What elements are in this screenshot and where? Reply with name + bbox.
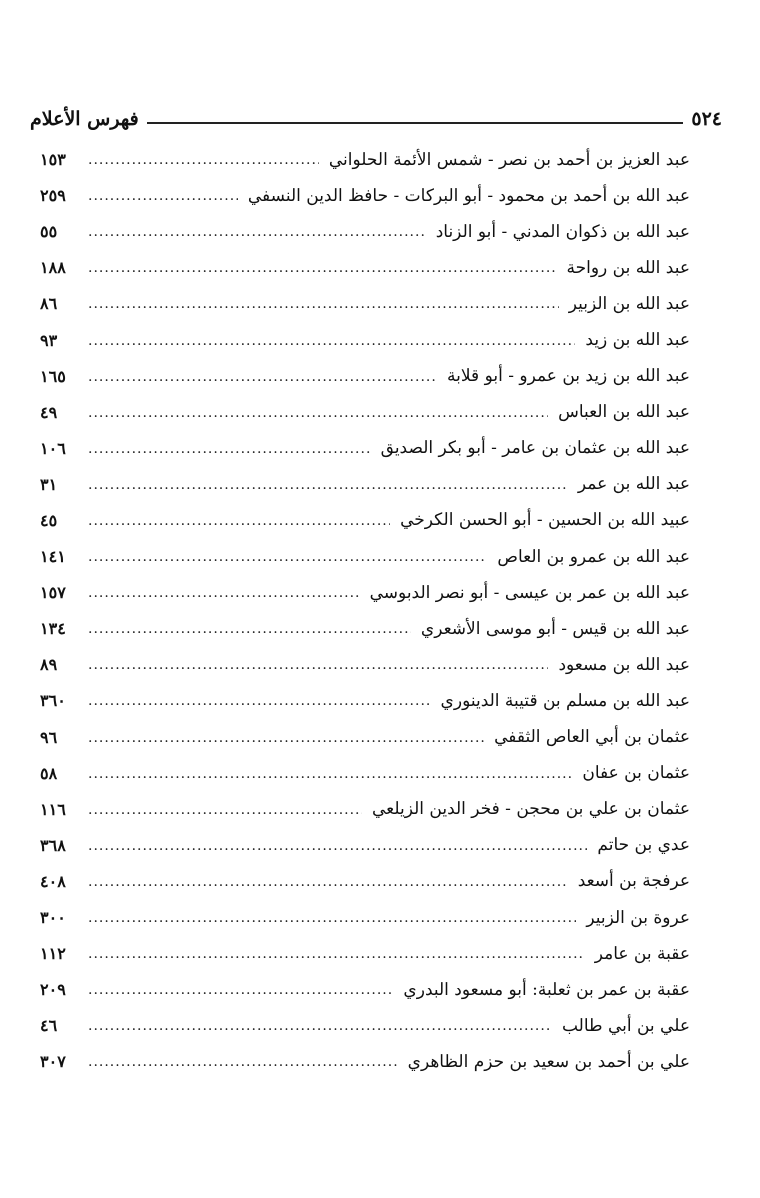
dot-leader (88, 153, 319, 167)
dot-leader (88, 694, 431, 708)
dot-leader (88, 225, 426, 239)
index-entry (40, 611, 690, 647)
entry-name: عبد الله بن رواحة (566, 257, 690, 278)
entry-page-number: ٨٦ (40, 294, 58, 314)
entry-page-number: ٤٦ (40, 1016, 58, 1036)
entry-page-number: ١٠٦ (40, 438, 66, 458)
index-entry (40, 864, 690, 900)
index-entry (40, 828, 690, 864)
dot-leader (88, 370, 437, 384)
entry-page-number: ٣٠٠ (40, 908, 66, 928)
entry-page-number: ١٣٤ (40, 619, 66, 639)
entry-name: عرفجة بن أسعد (577, 871, 690, 892)
index-entry (40, 322, 690, 358)
index-entry (40, 756, 690, 792)
dot-leader (88, 658, 548, 672)
index-entry (40, 647, 690, 683)
entry-name: عبيد الله بن الحسين - أبو الحسن الكرخي (400, 510, 690, 531)
entry-name: عبد الله بن عمرو بن العاص (497, 546, 690, 567)
entry-name: عبد الله بن عمر بن عيسى - أبو نصر الدبوسي (369, 582, 690, 603)
dot-leader (88, 1055, 398, 1069)
index-entry (40, 683, 690, 719)
index-entry (40, 1008, 690, 1044)
dot-leader (88, 189, 238, 203)
dot-leader (88, 297, 559, 311)
index-entry (40, 900, 690, 936)
entry-page-number: ٣١ (40, 474, 58, 494)
entry-name: عبد الله بن مسعود (558, 654, 690, 675)
dot-leader (88, 875, 568, 889)
entry-name: عبد الله بن العباس (558, 402, 690, 423)
dot-leader (88, 261, 557, 275)
entry-page-number: ١٥٣ (40, 150, 66, 170)
entry-name: عبد الله بن مسلم بن قتيبة الدينوري (440, 690, 690, 711)
entry-page-number: ٥٥ (40, 222, 58, 242)
entry-name: عبد الله بن زيد (585, 330, 690, 351)
entry-page-number: ٨٩ (40, 655, 58, 675)
entry-page-number: ٤٠٨ (40, 871, 66, 891)
dot-leader (88, 478, 568, 492)
index-entry (40, 214, 690, 250)
entry-name: عبد الله بن قيس - أبو موسى الأشعري (420, 618, 690, 639)
index-entry (40, 972, 690, 1008)
entry-name: عثمان بن أبي العاص الثقفي (494, 727, 690, 748)
dot-leader (88, 550, 487, 564)
entry-name: عبد الله بن أحمد بن محمود - أبو البركات - حافظ الدين النسفي (247, 185, 690, 206)
dot-leader (88, 334, 575, 348)
entry-page-number: ١٦٥ (40, 366, 66, 386)
dot-leader (88, 947, 585, 961)
index-entry (40, 792, 690, 828)
entry-page-number: ٤٥ (40, 510, 58, 530)
page-title: فهرس الأعلام (30, 108, 139, 130)
header-rule (147, 122, 684, 124)
entry-page-number: ٣٦٨ (40, 835, 66, 855)
index-entry (40, 467, 690, 503)
index-entry (40, 539, 690, 575)
entry-page-number: ١٤١ (40, 547, 66, 567)
entry-name: عقبة بن عامر (594, 943, 690, 964)
entry-name: عثمان بن علي بن محجن - فخر الدين الزيلعي (371, 799, 690, 820)
entry-name: عبد الله بن الزبير (568, 293, 690, 314)
entry-page-number: ١٥٧ (40, 583, 66, 603)
entry-page-number: ٢٥٩ (40, 186, 66, 206)
entry-page-number: ٩٣ (40, 330, 58, 350)
entry-page-number: ٤٩ (40, 402, 58, 422)
dot-leader (88, 983, 393, 997)
dot-leader (88, 731, 484, 745)
entry-page-number: ٣٠٧ (40, 1052, 66, 1072)
entry-name: عدي بن حاتم (597, 835, 690, 856)
index-entry (40, 720, 690, 756)
dot-leader (88, 514, 390, 528)
index-entry (40, 250, 690, 286)
dot-leader (88, 839, 587, 853)
entry-name: عروة بن الزبير (586, 907, 690, 928)
index-entry (40, 395, 690, 431)
dot-leader (88, 586, 360, 600)
entry-page-number: ١٨٨ (40, 258, 66, 278)
index-entry (40, 503, 690, 539)
entry-page-number: ١١٦ (40, 799, 66, 819)
entry-name: عبد الله بن ذكوان المدني - أبو الزناد (435, 221, 690, 242)
entry-name: علي بن أحمد بن سعيد بن حزم الظاهري (407, 1051, 690, 1072)
dot-leader (88, 803, 362, 817)
entry-name: عبد الله بن عمر (577, 474, 690, 495)
entry-page-number: ٣٦٠ (40, 691, 66, 711)
dot-leader (88, 911, 576, 925)
entry-page-number: ١١٢ (40, 944, 66, 964)
index-entries (40, 142, 690, 1080)
entry-name: عقبة بن عمر بن ثعلبة: أبو مسعود البدري (403, 979, 690, 1000)
entry-page-number: ٥٨ (40, 763, 58, 783)
dot-leader (88, 622, 411, 636)
entry-name: علي بن أبي طالب (561, 1015, 690, 1036)
page-header (30, 96, 722, 130)
dot-leader (88, 1019, 552, 1033)
entry-name: عبد العزيز بن أحمد بن نصر - شمس الأئمة الحلواني (328, 149, 690, 170)
index-entry (40, 936, 690, 972)
entry-name: عثمان بن عفان (582, 763, 690, 784)
dot-leader (88, 767, 572, 781)
dot-leader (88, 442, 371, 456)
index-entry (40, 286, 690, 322)
entry-page-number: ٢٠٩ (40, 980, 66, 1000)
index-entry (40, 431, 690, 467)
index-entry (40, 178, 690, 214)
entry-page-number: ٩٦ (40, 727, 58, 747)
entry-name: عبد الله بن زيد بن عمرو - أبو قلابة (447, 366, 690, 387)
page-number: ٥٢٤ (691, 108, 722, 130)
index-entry (40, 142, 690, 178)
index-entry (40, 575, 690, 611)
dot-leader (88, 406, 548, 420)
entry-name: عبد الله بن عثمان بن عامر - أبو بكر الصديق (380, 438, 690, 459)
index-entry (40, 1044, 690, 1080)
index-entry (40, 359, 690, 395)
